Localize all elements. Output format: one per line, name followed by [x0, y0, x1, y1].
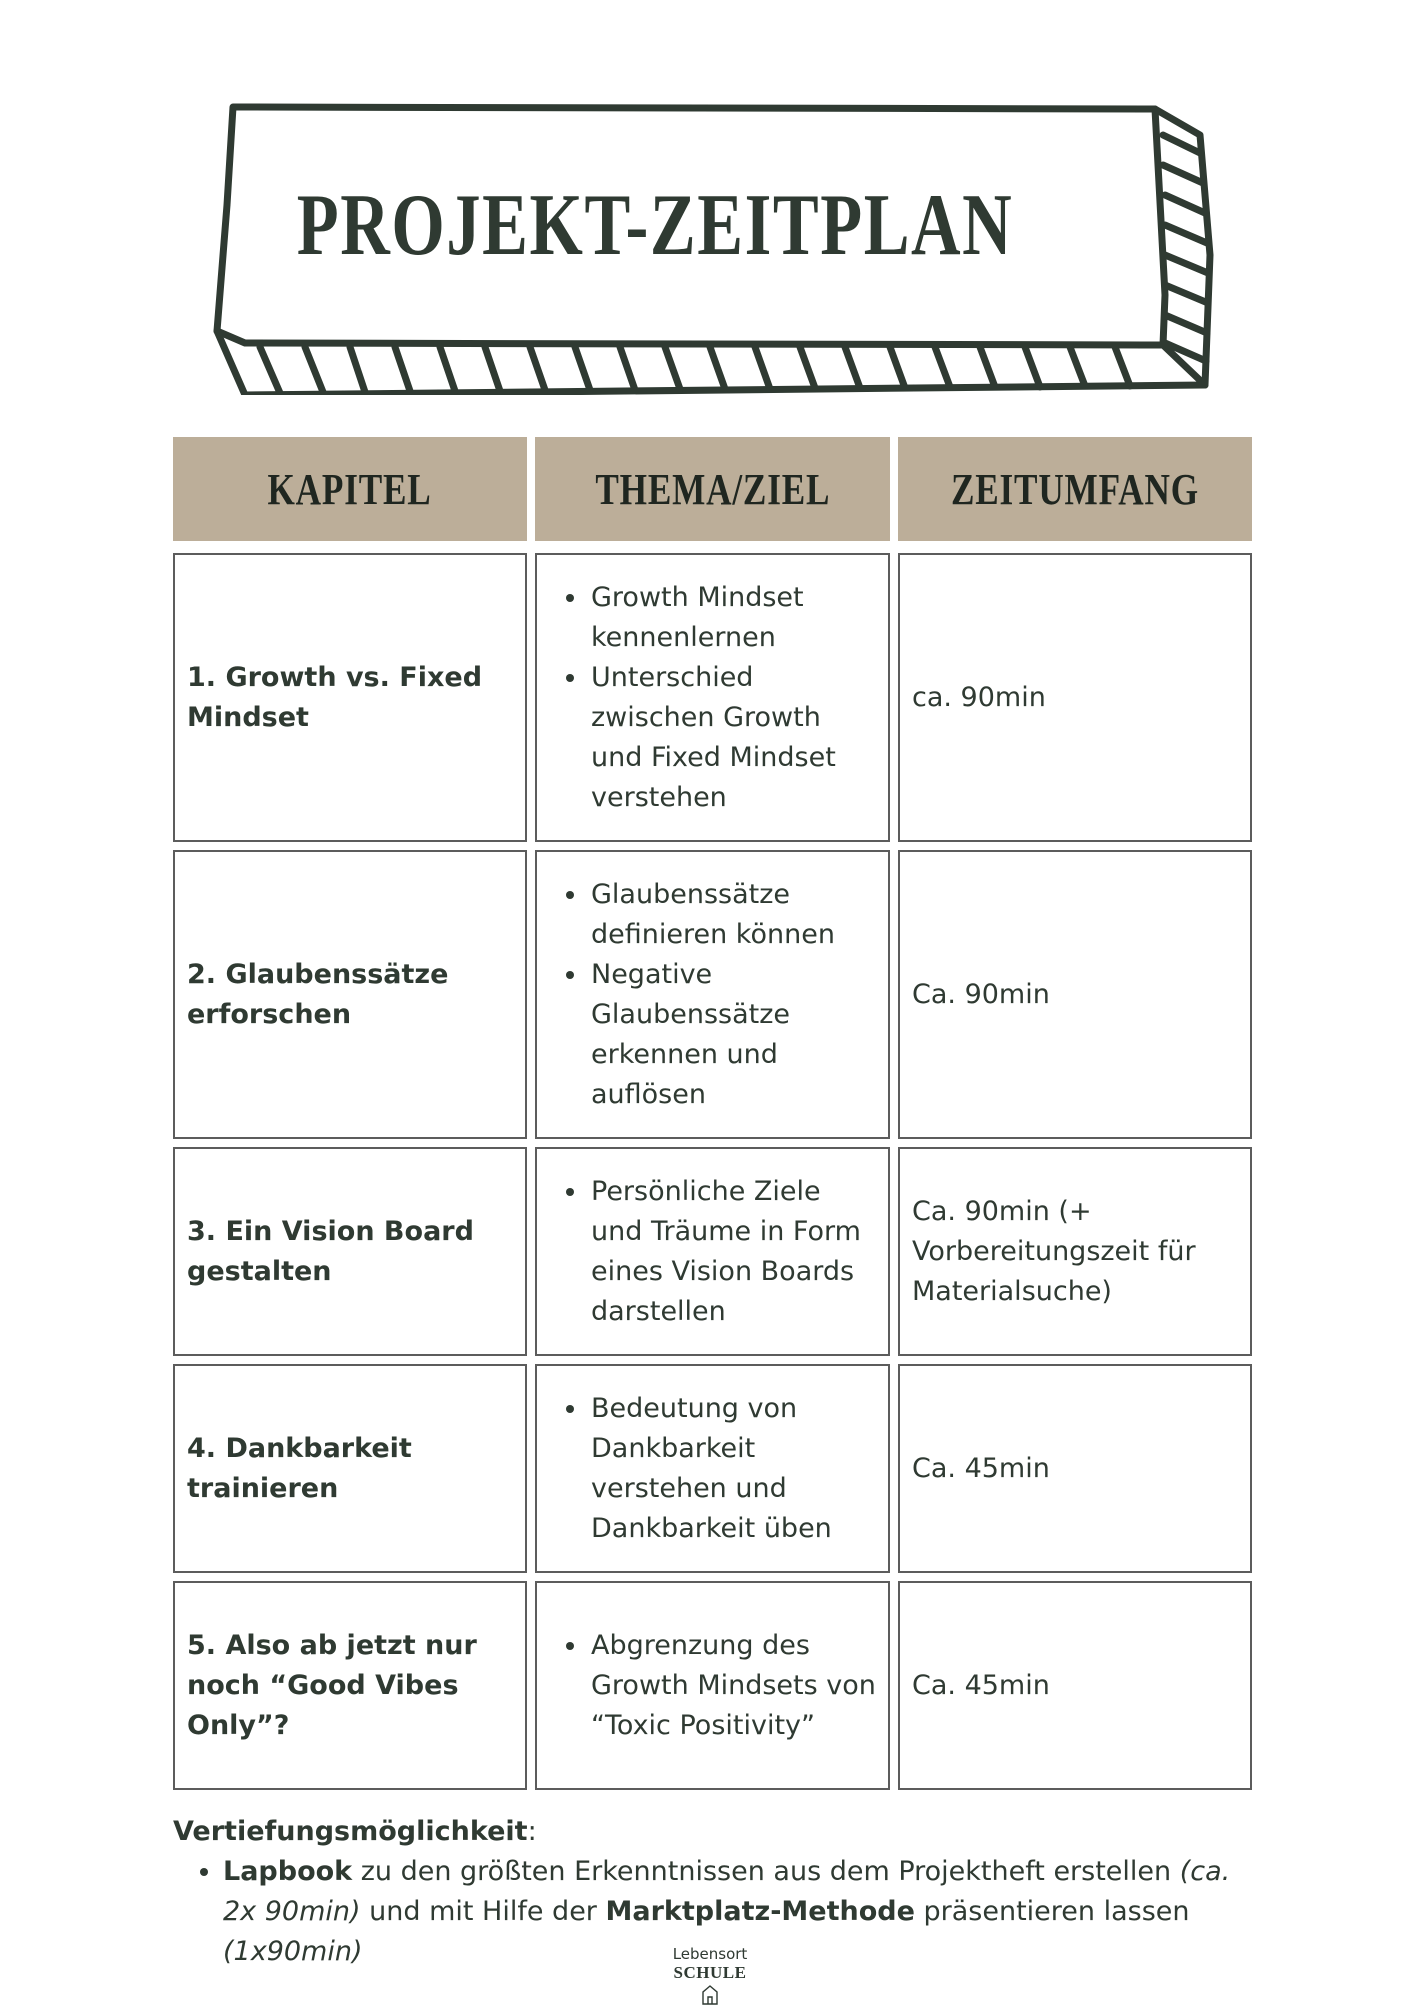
table-row-5-time: Ca. 45min — [898, 1581, 1252, 1790]
goal-item: • Negative Glaubenssätze erkennen und auflösen — [589, 955, 876, 1115]
logo-text-top: Lebensort — [672, 1945, 748, 1963]
extension-text: zu den größten Erkenntnissen aus dem Projektheft erstellen — [352, 1856, 1180, 1887]
goal-item: • Persönliche Ziele und Träume in Form eines Vision Boards darstellen — [589, 1172, 876, 1332]
logo-text-bottom: SCHULE — [673, 1963, 747, 1982]
table-row-1-time: ca. 90min — [898, 553, 1252, 842]
table-row-3-time: Ca. 90min (+ Vorbereitungszeit für Materialsuche) — [898, 1147, 1252, 1356]
lebensort-schule-logo — [665, 1945, 755, 1997]
table-row-2-chapter: 2. Glaubenssätze erforschen — [173, 850, 527, 1139]
table-row-2-goals — [535, 850, 890, 1139]
goal-item: • Glaubenssätze definieren können — [589, 875, 876, 955]
extension-text: präsentieren lassen — [914, 1896, 1190, 1927]
table-row-2-time: Ca. 90min — [898, 850, 1252, 1139]
column-header-thema-ziel: THEMA/ZIEL — [535, 437, 890, 541]
column-header-zeitumfang: ZEITUMFANG — [898, 437, 1252, 541]
presentation-duration: (1x90min) — [223, 1936, 363, 1967]
goal-item: • Unterschied zwischen Growth und Fixed Mindset verstehen — [589, 658, 876, 818]
table-row-5-goals — [535, 1581, 890, 1790]
table-row-1-chapter: 1. Growth vs. Fixed Mindset — [173, 553, 527, 842]
column-header-kapitel: KAPITEL — [173, 437, 527, 541]
house-icon — [701, 1983, 719, 2005]
extension-heading: Vertiefungsmöglichkeit — [173, 1816, 528, 1847]
goal-item: • Abgrenzung des Growth Mindsets von “Toxic Positivity” — [589, 1626, 876, 1746]
table-row-4-goals — [535, 1364, 890, 1573]
marktplatz-method-label: Marktplatz-Methode — [605, 1896, 915, 1927]
table-row-1-goals — [535, 553, 890, 842]
lapbook-label: Lapbook — [223, 1856, 353, 1887]
goal-item: • Growth Mindset kennenlernen — [589, 578, 876, 658]
table-row-4-chapter: 4. Dankbarkeit trainieren — [173, 1364, 527, 1573]
goal-item: • Bedeutung von Dankbarkeit verstehen und Dankbarkeit üben — [589, 1389, 876, 1549]
table-row-3-chapter: 3. Ein Vision Board gestalten — [173, 1147, 527, 1356]
lapbook-duration: (ca. 2x 90min) — [223, 1856, 1231, 1927]
table-row-5-chapter: 5. Also ab jetzt nur noch “Good Vibes Only”? — [173, 1581, 527, 1790]
page-title: PROJEKT-ZEITPLAN — [296, 176, 1014, 274]
extension-text: und mit Hilfe der — [360, 1896, 606, 1927]
extension-heading-colon: : — [527, 1816, 537, 1847]
table-row-4-time: Ca. 45min — [898, 1364, 1252, 1573]
table-row-3-goals — [535, 1147, 890, 1356]
